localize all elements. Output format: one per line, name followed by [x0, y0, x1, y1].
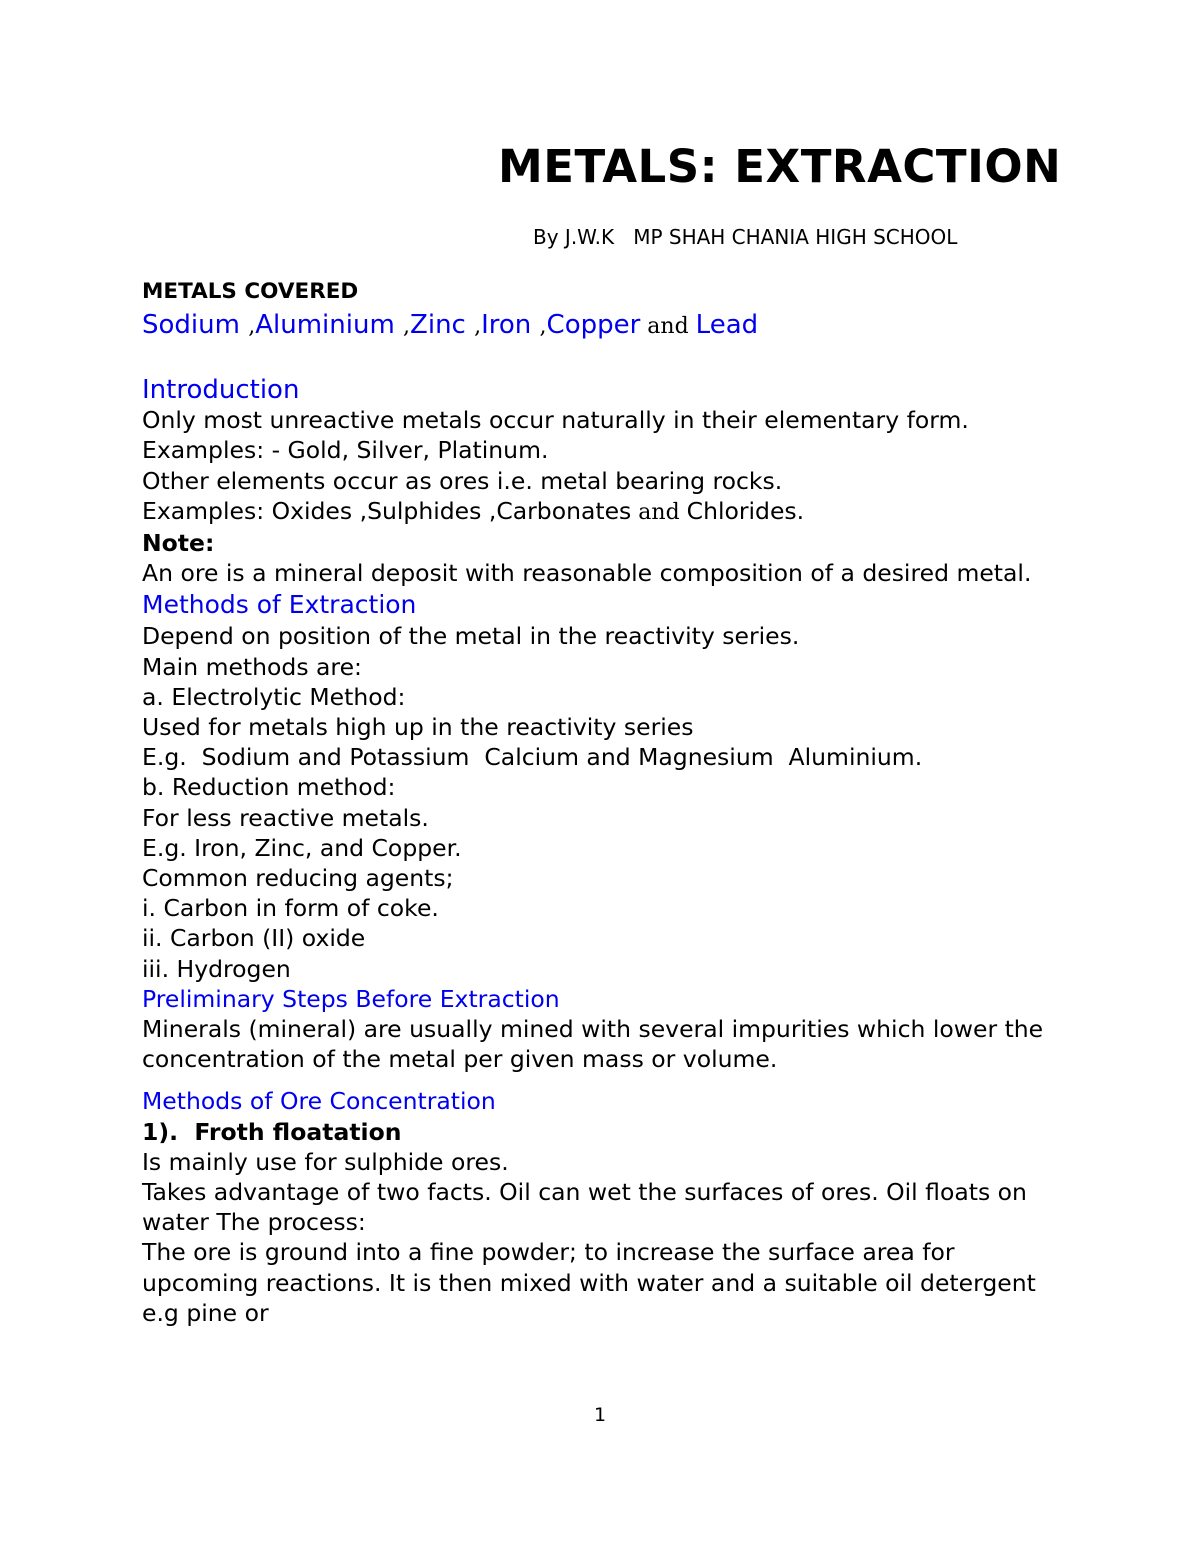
methods-line: b. Reduction method:	[142, 773, 396, 802]
metal-zinc: Zinc	[410, 310, 475, 340]
separator: ,	[539, 314, 547, 339]
note-label: Note:	[142, 529, 215, 558]
metals-covered-list	[142, 310, 1072, 342]
author-byline: By J.W.K MP SHAH CHANIA HIGH SCHOOL	[533, 225, 958, 249]
methods-line: Main methods are:	[142, 652, 362, 681]
methods-heading: Methods of Extraction	[142, 590, 417, 620]
metal-aluminium: Aluminium	[255, 310, 404, 340]
methods-line: Common reducing agents;	[142, 864, 454, 893]
methods-line: Depend on position of the metal in the reactivity series.	[142, 622, 800, 651]
separator: ,	[403, 314, 411, 339]
methods-line: E.g. Sodium and Potassium Calcium and Magnesium Aluminium.	[142, 743, 923, 772]
preliminary-text: Minerals (mineral) are usually mined with several impurities which lower the concentration of the metal per given mass or volume.	[142, 1015, 1044, 1074]
metals-covered-heading: METALS COVERED	[142, 279, 359, 304]
preliminary-heading: Preliminary Steps Before Extraction	[142, 984, 560, 1013]
methods-line: a. Electrolytic Method:	[142, 682, 406, 711]
metal-lead: Lead	[695, 310, 759, 340]
conjunction-and: and	[631, 499, 687, 525]
froth-floatation-subheading: 1). Froth floatation	[142, 1117, 402, 1146]
methods-line: iii. Hydrogen	[142, 954, 291, 983]
concentration-heading: Methods of Ore Concentration	[142, 1087, 496, 1116]
introduction-heading: Introduction	[142, 375, 300, 405]
intro-line: Other elements occur as ores i.e. metal bearing rocks.	[142, 466, 783, 495]
conjunction-and: and	[640, 314, 696, 339]
document-body	[142, 274, 1072, 1328]
intro-line-part: Examples: Oxides ,Sulphides ,Carbonates	[142, 496, 632, 525]
methods-line: E.g. Iron, Zinc, and Copper.	[142, 833, 462, 862]
metal-iron: Iron	[481, 310, 540, 340]
metal-copper: Copper	[546, 310, 641, 340]
concentration-line: Is mainly use for sulphide ores.	[142, 1147, 509, 1176]
note-text: An ore is a mineral deposit with reasonable composition of a desired metal.	[142, 559, 1032, 588]
methods-line: ii. Carbon (II) oxide	[142, 924, 366, 953]
methods-line: Used for metals high up in the reactivity series	[142, 713, 694, 742]
intro-line: Examples: - Gold, Silver, Platinum.	[142, 436, 549, 465]
separator: ,	[248, 314, 256, 339]
intro-line-part: Chlorides.	[686, 496, 805, 525]
methods-line: i. Carbon in form of coke.	[142, 894, 439, 923]
document-title: METALS: EXTRACTION	[498, 140, 1062, 193]
concentration-line: Takes advantage of two facts. Oil can wet the surfaces of ores. Oil floats on water The process:	[142, 1178, 1027, 1237]
concentration-line: The ore is ground into a fine powder; to increase the surface area for upcoming reactions. It is then mixed with water and a suitable oil detergent e.g pine or	[142, 1238, 1036, 1327]
intro-line: Only most unreactive metals occur naturally in their elementary form.	[142, 406, 969, 435]
intro-line	[142, 496, 1072, 528]
separator: ,	[474, 314, 482, 339]
metal-sodium: Sodium	[142, 310, 249, 340]
methods-line: For less reactive metals.	[142, 803, 429, 832]
page-number: 1	[594, 1404, 607, 1426]
